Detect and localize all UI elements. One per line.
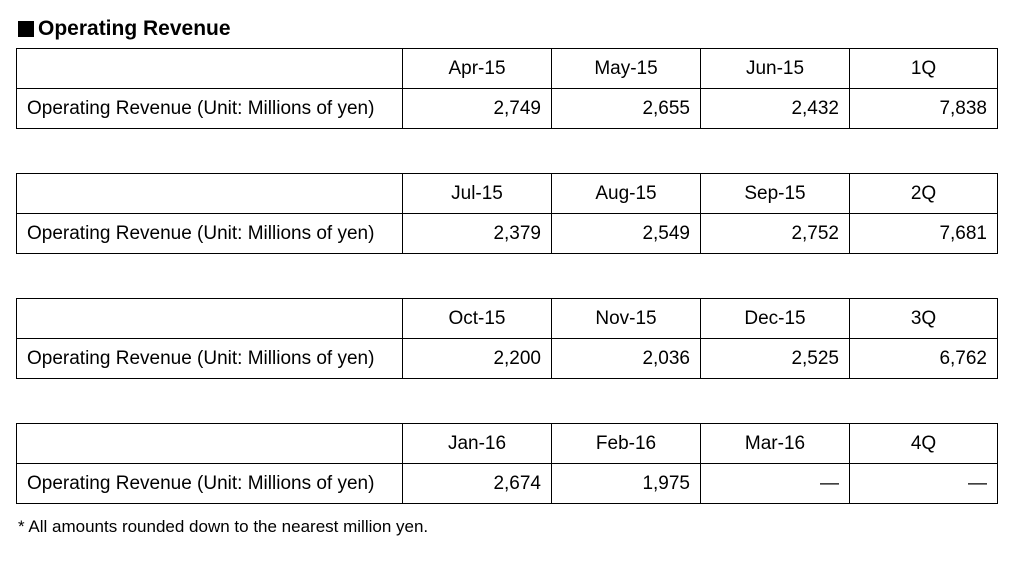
revenue-value: 2,036 [552, 339, 701, 379]
revenue-table-q1 [16, 48, 998, 129]
row-label: Operating Revenue (Unit: Millions of yen) [17, 89, 403, 129]
quarter-total: 7,838 [850, 89, 998, 129]
month-header: Sep-15 [701, 174, 850, 214]
month-header: May-15 [552, 49, 701, 89]
table-row [17, 214, 998, 254]
table-row [17, 464, 998, 504]
revenue-value: — [701, 464, 850, 504]
empty-header-cell [17, 49, 403, 89]
section-heading-text: Operating Revenue [38, 17, 231, 40]
quarter-header: 4Q [850, 424, 998, 464]
quarter-header: 3Q [850, 299, 998, 339]
row-label: Operating Revenue (Unit: Millions of yen) [17, 464, 403, 504]
month-header: Feb-16 [552, 424, 701, 464]
empty-header-cell [17, 174, 403, 214]
revenue-table-q2 [16, 173, 998, 254]
table-row [17, 339, 998, 379]
month-header: Oct-15 [403, 299, 552, 339]
revenue-value: 2,749 [403, 89, 552, 129]
month-header: Dec-15 [701, 299, 850, 339]
quarter-total: — [850, 464, 998, 504]
revenue-value: 2,525 [701, 339, 850, 379]
month-header: Mar-16 [701, 424, 850, 464]
section-heading [18, 16, 231, 42]
month-header: Jun-15 [701, 49, 850, 89]
revenue-value: 1,975 [552, 464, 701, 504]
footnote: * All amounts rounded down to the nearest million yen. [18, 517, 429, 536]
revenue-table-q4 [16, 423, 998, 504]
month-header: Aug-15 [552, 174, 701, 214]
month-header: Jan-16 [403, 424, 552, 464]
row-label: Operating Revenue (Unit: Millions of yen) [17, 214, 403, 254]
revenue-value: 2,549 [552, 214, 701, 254]
month-header: Apr-15 [403, 49, 552, 89]
quarter-total: 7,681 [850, 214, 998, 254]
quarter-header: 2Q [850, 174, 998, 214]
empty-header-cell [17, 299, 403, 339]
table-header-row [17, 49, 998, 89]
quarter-header: 1Q [850, 49, 998, 89]
quarter-total: 6,762 [850, 339, 998, 379]
black-square-icon [18, 21, 34, 37]
table-header-row [17, 424, 998, 464]
revenue-value: 2,752 [701, 214, 850, 254]
month-header: Jul-15 [403, 174, 552, 214]
revenue-value: 2,432 [701, 89, 850, 129]
revenue-table-q3 [16, 298, 998, 379]
table-row [17, 89, 998, 129]
table-header-row [17, 299, 998, 339]
revenue-value: 2,674 [403, 464, 552, 504]
revenue-value: 2,200 [403, 339, 552, 379]
empty-header-cell [17, 424, 403, 464]
table-header-row [17, 174, 998, 214]
revenue-value: 2,655 [552, 89, 701, 129]
revenue-value: 2,379 [403, 214, 552, 254]
month-header: Nov-15 [552, 299, 701, 339]
row-label: Operating Revenue (Unit: Millions of yen) [17, 339, 403, 379]
